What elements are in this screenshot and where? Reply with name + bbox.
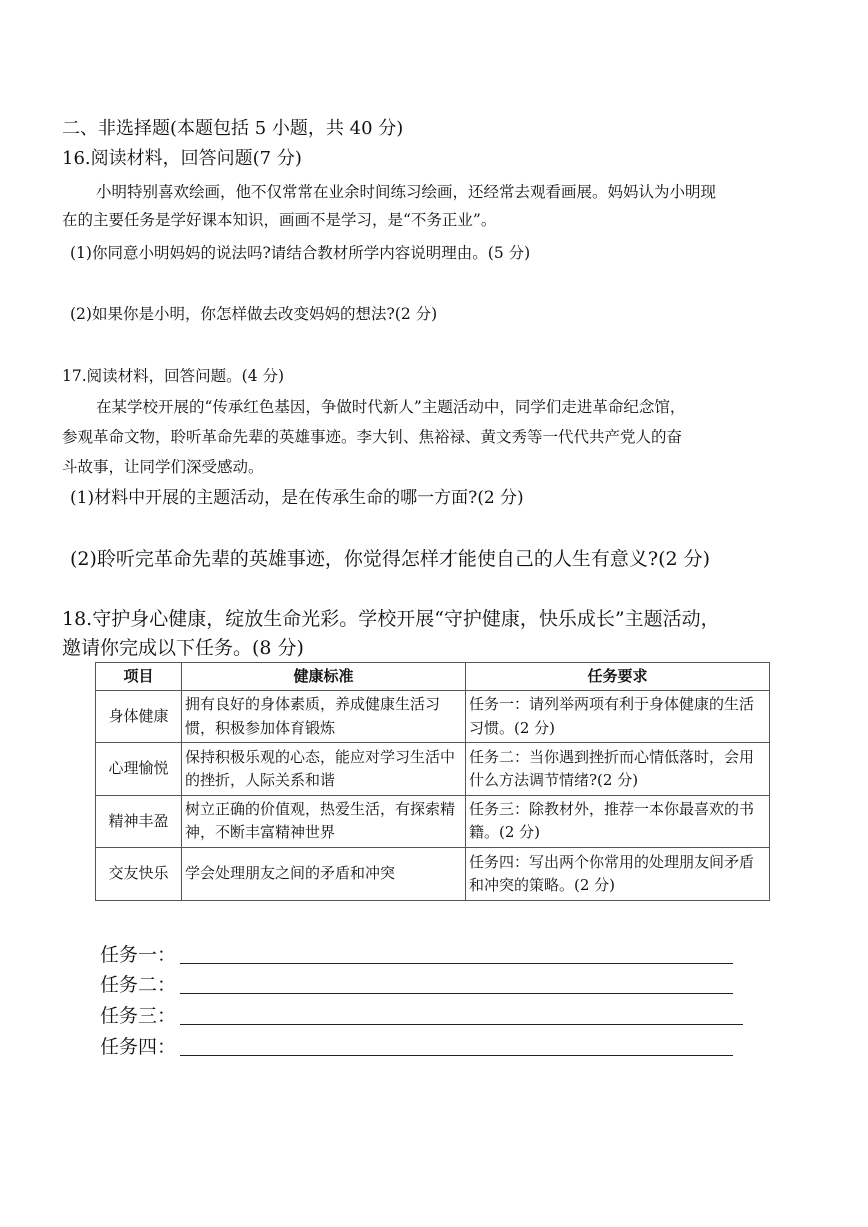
- q18-title-line2: 邀请你完成以下任务。(8 分): [62, 637, 304, 659]
- row-standard: 树立正确的价值观，热爱生活，有探索精神，不断丰富精神世界: [182, 795, 466, 847]
- answer-task1-blank[interactable]: [180, 963, 733, 964]
- answer-task1: [100, 940, 176, 967]
- q17-material-line3: 斗故事，让同学们深受感动。: [62, 458, 264, 476]
- answer-task1-label: 任务一：: [100, 944, 177, 966]
- answer-task2-label: 任务二：: [100, 974, 177, 996]
- q17-sub1: (1)材料中开展的主题活动，是在传承生命的哪一方面?(2 分): [70, 488, 524, 508]
- q17-sub2: (2)聆听完革命先辈的英雄事迹，你觉得怎样才能使自己的人生有意义?(2 分): [70, 548, 711, 570]
- row-task: 任务三：除教材外，推荐一本你最喜欢的书籍。(2 分): [466, 795, 770, 847]
- answer-task2-blank[interactable]: [180, 993, 733, 994]
- row-item: 身体健康: [96, 691, 182, 743]
- header-item: 项目: [96, 663, 182, 691]
- answer-task4-blank[interactable]: [180, 1055, 733, 1056]
- q16-material-line1: 小明特别喜欢绘画，他不仅常常在业余时间练习绘画，还经常去观看画展。妈妈认为小明现: [96, 183, 717, 201]
- table-row: [96, 691, 770, 743]
- answer-task3-blank[interactable]: [180, 1024, 743, 1025]
- health-standards-table: [95, 662, 770, 901]
- answer-task2: [100, 970, 176, 997]
- answer-task3: [100, 1001, 176, 1028]
- table-header-row: [96, 663, 770, 691]
- row-standard: 学会处理朋友之间的矛盾和冲突: [182, 847, 466, 900]
- row-item: 精神丰盈: [96, 795, 182, 847]
- q18-title-line1: 18.守护身心健康，绽放生命光彩。学校开展“守护健康，快乐成长”主题活动，: [62, 608, 720, 630]
- row-item: 交友快乐: [96, 847, 182, 900]
- row-item: 心理愉悦: [96, 742, 182, 795]
- table-row: [96, 847, 770, 900]
- answer-task3-label: 任务三：: [100, 1005, 177, 1027]
- q16-title: 16.阅读材料，回答问题(7 分): [62, 148, 302, 169]
- answer-task4: [100, 1032, 176, 1059]
- q16-sub1: (1)你同意小明妈妈的说法吗?请结合教材所学内容说明理由。(5 分): [70, 244, 531, 262]
- section-heading: 二、非选择题(本题包括 5 小题，共 40 分): [62, 118, 404, 139]
- answer-task4-label: 任务四：: [100, 1036, 177, 1058]
- row-task: 任务二：当你遇到挫折而心情低落时，会用什么方法调节情绪?(2 分): [466, 742, 770, 795]
- q16-sub2: (2)如果你是小明，你怎样做去改变妈妈的想法?(2 分): [70, 305, 438, 323]
- row-standard: 保持积极乐观的心态，能应对学习生活中的挫折，人际关系和谐: [182, 742, 466, 795]
- header-task: 任务要求: [466, 663, 770, 691]
- table-row: [96, 742, 770, 795]
- header-standard: 健康标准: [182, 663, 466, 691]
- table-row: [96, 795, 770, 847]
- q17-title: 17.阅读材料，回答问题。(4 分): [62, 367, 285, 385]
- row-task: 任务四：写出两个你常用的处理朋友间矛盾和冲突的策略。(2 分): [466, 847, 770, 900]
- row-task: 任务一：请列举两项有利于身体健康的生活习惯。(2 分): [466, 691, 770, 743]
- q17-material-line2: 参观革命文物，聆听革命先辈的英雄事迹。李大钊、焦裕禄、黄文秀等一代代共产党人的奋: [62, 428, 683, 446]
- q17-material-line1: 在某学校开展的“传承红色基因，争做时代新人”主题活动中，同学们走进革命纪念馆，: [96, 398, 686, 416]
- row-standard: 拥有良好的身体素质，养成健康生活习惯，积极参加体育锻炼: [182, 691, 466, 743]
- q16-material-line2: 在的主要任务是学好课本知识，画画不是学习，是“不务正业”。: [62, 211, 497, 229]
